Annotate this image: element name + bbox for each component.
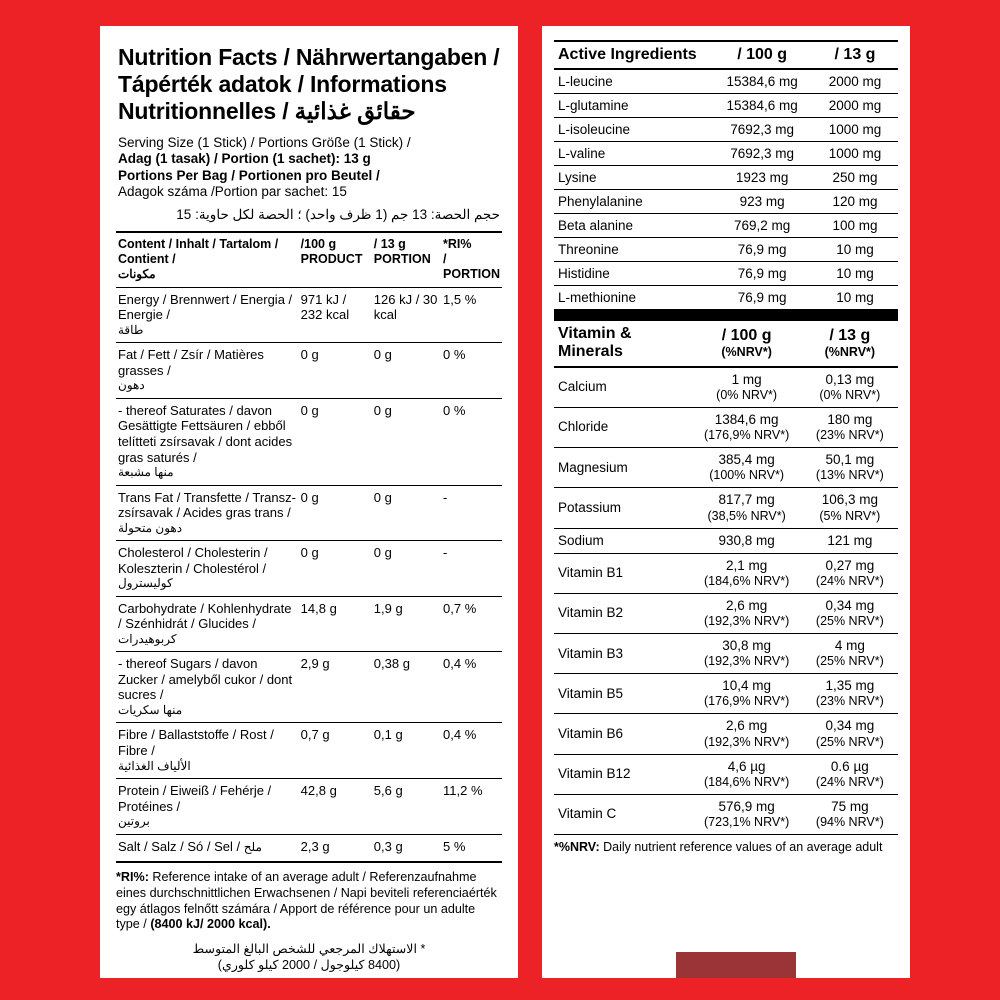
row-label: Sodium: [554, 528, 692, 553]
row-value-13g: 2000 mg: [812, 69, 898, 94]
col-header-100g: [299, 232, 372, 288]
serving-line-1: Serving Size (1 Stick) / Portions Größe (1 Stick) /: [118, 134, 411, 150]
table-row: [554, 367, 898, 408]
table-row: [554, 634, 898, 674]
vitamins-header: [554, 321, 898, 367]
row-value-13g: 0.6 µg (24% NRV*): [802, 754, 898, 794]
ri-note-arabic-line1: * الاستهلاك المرجعي للشخص البالغ المتوسط: [192, 942, 426, 957]
row-value-100g: 30,8 mg (192,3% NRV*): [692, 634, 802, 674]
serving-line-3: Portions Per Bag / Portionen pro Beutel /: [118, 167, 380, 183]
row-value-13g: 0,3 g: [372, 834, 441, 859]
col-header-13g: [372, 232, 441, 288]
row-label: Histidine: [554, 262, 712, 286]
row-value-100g: 42,8 g: [299, 779, 372, 835]
row-label: L-isoleucine: [554, 118, 712, 142]
brand-logo: [676, 952, 796, 978]
nutrition-table: [116, 231, 502, 860]
table-row: [116, 398, 502, 485]
table-row: [554, 553, 898, 593]
row-value-100g: 817,7 mg (38,5% NRV*): [692, 488, 802, 528]
nrv-note: [554, 835, 898, 854]
table-row: [116, 485, 502, 541]
vitamins-col-13g-bottom: (%NRV*): [824, 345, 876, 360]
col-header-ri-bottom: / PORTION: [443, 251, 500, 281]
row-value-13g: 0 g: [372, 485, 441, 541]
table-row: [116, 596, 502, 652]
row-value-100g: 1 mg (0% NRV*): [692, 367, 802, 408]
nutrition-facts-panel: [100, 26, 518, 978]
table-row: [554, 190, 898, 214]
row-value-13g: 0,38 g: [372, 652, 441, 723]
row-label: Calcium: [554, 367, 692, 408]
row-label: Beta alanine: [554, 214, 712, 238]
row-value-ri: 0 %: [441, 398, 502, 485]
vitamins-col-13g: [802, 321, 898, 367]
ri-note-text: Reference intake of an average adult / Referenzaufnahme eines durchschnittlichen Erwachsenen / Napi beviteli referenciaérték egy átlagos felnőtt számára / Apport de référence pour un adulte type /: [116, 870, 497, 932]
row-value-13g: 75 mg (94% NRV*): [802, 794, 898, 834]
col-header-100g-top: /100 g: [300, 236, 337, 251]
vitamins-title-line2: Minerals: [558, 343, 623, 361]
table-row: [116, 779, 502, 835]
row-value-100g: 971 kJ / 232 kcal: [299, 287, 372, 343]
row-value-13g: 250 mg: [812, 166, 898, 190]
row-label: Vitamin B2: [554, 593, 692, 633]
row-value-13g: 0,13 mg (0% NRV*): [802, 367, 898, 408]
col-header-content-text: Content / Inhalt / Tartalom / Contient /: [118, 236, 279, 266]
table-row: [554, 448, 898, 488]
ri-note-prefix: *RI%:: [116, 870, 149, 885]
row-value-100g: 0 g: [299, 485, 372, 541]
row-value-13g: 0 g: [372, 541, 441, 597]
row-label: L-valine: [554, 142, 712, 166]
row-value-100g: 15384,6 mg: [712, 69, 812, 94]
vitamins-title: [554, 321, 692, 367]
table-row: [554, 488, 898, 528]
row-value-100g: 923 mg: [712, 190, 812, 214]
table-header-row: [116, 232, 502, 288]
serving-line-2: Adag (1 tasak) / Portion (1 sachet): 13 g: [118, 151, 371, 167]
row-value-ri: -: [441, 541, 502, 597]
row-label: L-glutamine: [554, 94, 712, 118]
table-row: [554, 528, 898, 553]
row-value-100g: 385,4 mg (100% NRV*): [692, 448, 802, 488]
row-value-100g: 2,1 mg (184,6% NRV*): [692, 553, 802, 593]
table-row: [554, 238, 898, 262]
row-value-ri: 1,5 %: [441, 287, 502, 343]
row-value-13g: 50,1 mg (13% NRV*): [802, 448, 898, 488]
row-value-100g: 4,6 µg (184,6% NRV*): [692, 754, 802, 794]
row-label: Vitamin B12: [554, 754, 692, 794]
ingredients-panel: [542, 26, 910, 978]
row-value-13g: 10 mg: [812, 262, 898, 286]
row-label: L-leucine: [554, 69, 712, 94]
row-value-100g: 76,9 mg: [712, 262, 812, 286]
row-label: Cholesterol / Cholesterin / Koleszterin / Cholestérol / كوليسترول: [116, 541, 299, 597]
row-value-100g: 2,6 mg (192,3% NRV*): [692, 714, 802, 754]
section-divider: [554, 310, 898, 321]
row-label: Phenylalanine: [554, 190, 712, 214]
row-label: Vitamin B3: [554, 634, 692, 674]
row-value-100g: 1923 mg: [712, 166, 812, 190]
active-ingredients-header: [554, 41, 898, 69]
vitamins-col-100g-top: / 100 g: [721, 327, 772, 344]
row-value-13g: 1,9 g: [372, 596, 441, 652]
row-value-13g: 1000 mg: [812, 118, 898, 142]
row-value-13g: 0 g: [372, 398, 441, 485]
row-value-100g: 1384,6 mg (176,9% NRV*): [692, 407, 802, 447]
ri-note-kcal: (8400 kJ/ 2000 kcal).: [150, 917, 271, 932]
serving-info: [118, 135, 500, 201]
row-value-100g: 0,7 g: [299, 723, 372, 779]
table-row: [116, 541, 502, 597]
table-row: [554, 674, 898, 714]
col-header-100g-bottom: PRODUCT: [300, 251, 363, 266]
row-value-ri: -: [441, 485, 502, 541]
row-value-100g: 7692,3 mg: [712, 118, 812, 142]
row-value-13g: 1,35 mg (23% NRV*): [802, 674, 898, 714]
active-ingredients-title: Active Ingredients: [554, 41, 712, 69]
row-value-100g: 76,9 mg: [712, 286, 812, 310]
row-value-13g: 4 mg (25% NRV*): [802, 634, 898, 674]
table-row: [554, 407, 898, 447]
row-value-100g: 14,8 g: [299, 596, 372, 652]
table-row: [116, 287, 502, 343]
row-value-13g: 5,6 g: [372, 779, 441, 835]
table-row: [554, 714, 898, 754]
row-value-13g: 120 mg: [812, 190, 898, 214]
table-row: [116, 343, 502, 399]
row-value-13g: 0,27 mg (24% NRV*): [802, 553, 898, 593]
row-label: - thereof Saturates / davon Gesättigte Fettsäuren / ebből telítteti zsírsavak / dont acides gras saturés / منها مشبعة: [116, 398, 299, 485]
ri-note-arabic-line2: (8400 كيلوجول / 2000 كيلو كلوري): [217, 958, 401, 973]
col-header-13g-bottom: PORTION: [373, 251, 431, 266]
col-header-13g-top: / 13 g: [373, 236, 406, 251]
row-label: Energy / Brennwert / Energia / Energie / طاقة: [116, 287, 299, 343]
row-value-13g: 100 mg: [812, 214, 898, 238]
row-value-100g: 2,3 g: [299, 834, 372, 859]
table-row: [554, 286, 898, 310]
row-label: Vitamin B6: [554, 714, 692, 754]
row-value-13g: 121 mg: [802, 528, 898, 553]
serving-line-4: Adagok száma /Portion par sachet: 15: [118, 184, 347, 200]
row-value-100g: 0 g: [299, 343, 372, 399]
row-value-100g: 10,4 mg (176,9% NRV*): [692, 674, 802, 714]
table-row: [554, 754, 898, 794]
row-label: Magnesium: [554, 448, 692, 488]
col-header-content-arabic: مكونات: [118, 266, 156, 281]
row-value-100g: 2,9 g: [299, 652, 372, 723]
vitamins-title-line1: Vitamin &: [558, 325, 632, 342]
row-label: Vitamin C: [554, 794, 692, 834]
row-label: Salt / Salz / Só / Sel / ملح: [116, 834, 299, 859]
row-value-13g: 106,3 mg (5% NRV*): [802, 488, 898, 528]
nrv-note-text: Daily nutrient reference values of an average adult: [599, 840, 883, 855]
active-col-100g: / 100 g: [712, 41, 812, 69]
row-value-ri: 5 %: [441, 834, 502, 859]
row-value-100g: 0 g: [299, 541, 372, 597]
row-value-ri: 11,2 %: [441, 779, 502, 835]
row-value-13g: 0 g: [372, 343, 441, 399]
row-value-13g: 10 mg: [812, 286, 898, 310]
vitamins-minerals-table: [554, 321, 898, 835]
row-label: Potassium: [554, 488, 692, 528]
row-value-100g: 769,2 mg: [712, 214, 812, 238]
row-value-100g: 76,9 mg: [712, 238, 812, 262]
col-header-ri-top: *RI%: [443, 236, 472, 251]
row-value-13g: 180 mg (23% NRV*): [802, 407, 898, 447]
reference-intake-note: [116, 861, 502, 933]
row-label: Carbohydrate / Kohlenhydrate / Szénhidrát / Glucides / كربوهيدرات: [116, 596, 299, 652]
row-label: Trans Fat / Transfette / Transz-zsírsavak / Acides gras trans / دهون متحولة: [116, 485, 299, 541]
row-label: - thereof Sugars / davon Zucker / amelyből cukor / dont sucres / منها سكريات: [116, 652, 299, 723]
row-value-ri: 0 %: [441, 343, 502, 399]
table-row: [554, 118, 898, 142]
row-value-13g: 0,1 g: [372, 723, 441, 779]
row-label: Protein / Eiweiß / Fehérje / Protéines / بروتين: [116, 779, 299, 835]
table-row: [554, 142, 898, 166]
row-value-100g: 7692,3 mg: [712, 142, 812, 166]
table-row: [554, 794, 898, 834]
page-title: Nutrition Facts / Nährwertangaben / Tápérték adatok / Informations Nutritionnelles / حقائق غذائية: [118, 44, 500, 124]
vitamins-col-13g-top: / 13 g: [829, 327, 871, 344]
table-row: [116, 723, 502, 779]
table-row: [116, 834, 502, 859]
table-row: [554, 593, 898, 633]
row-value-100g: 0 g: [299, 398, 372, 485]
row-value-100g: 930,8 mg: [692, 528, 802, 553]
row-value-ri: 0,4 %: [441, 723, 502, 779]
row-label: Fat / Fett / Zsír / Matières grasses / دهون: [116, 343, 299, 399]
row-value-100g: 2,6 mg (192,3% NRV*): [692, 593, 802, 633]
row-value-13g: 0,34 mg (25% NRV*): [802, 593, 898, 633]
row-value-13g: 126 kJ / 30 kcal: [372, 287, 441, 343]
active-col-13g: / 13 g: [812, 41, 898, 69]
row-value-100g: 576,9 mg (723,1% NRV*): [692, 794, 802, 834]
row-value-ri: 0,4 %: [441, 652, 502, 723]
row-label: Vitamin B1: [554, 553, 692, 593]
reference-intake-note-arabic: [116, 941, 502, 974]
row-label: Vitamin B5: [554, 674, 692, 714]
table-row: [554, 94, 898, 118]
col-header-ri: [441, 232, 502, 288]
nrv-note-prefix: *%NRV:: [554, 840, 600, 855]
row-value-13g: 0,34 mg (25% NRV*): [802, 714, 898, 754]
row-value-13g: 2000 mg: [812, 94, 898, 118]
vitamins-col-100g-bottom: (%NRV*): [721, 345, 772, 360]
row-value-13g: 1000 mg: [812, 142, 898, 166]
row-value-ri: 0,7 %: [441, 596, 502, 652]
col-header-content: [116, 232, 299, 288]
row-value-100g: 15384,6 mg: [712, 94, 812, 118]
row-value-13g: 10 mg: [812, 238, 898, 262]
active-ingredients-table: [554, 40, 898, 310]
row-label: L-methionine: [554, 286, 712, 310]
table-row: [116, 652, 502, 723]
table-row: [554, 166, 898, 190]
vitamins-col-100g: [692, 321, 802, 367]
row-label: Lysine: [554, 166, 712, 190]
row-label: Threonine: [554, 238, 712, 262]
table-row: [554, 262, 898, 286]
row-label: Chloride: [554, 407, 692, 447]
serving-info-arabic: حجم الحصة: 13 جم (1 ظرف واحد) ؛ الحصة لكل حاوية: 15: [176, 206, 500, 222]
row-label: Fibre / Ballaststoffe / Rost / Fibre / الألياف الغذائية: [116, 723, 299, 779]
table-row: [554, 69, 898, 94]
table-row: [554, 214, 898, 238]
